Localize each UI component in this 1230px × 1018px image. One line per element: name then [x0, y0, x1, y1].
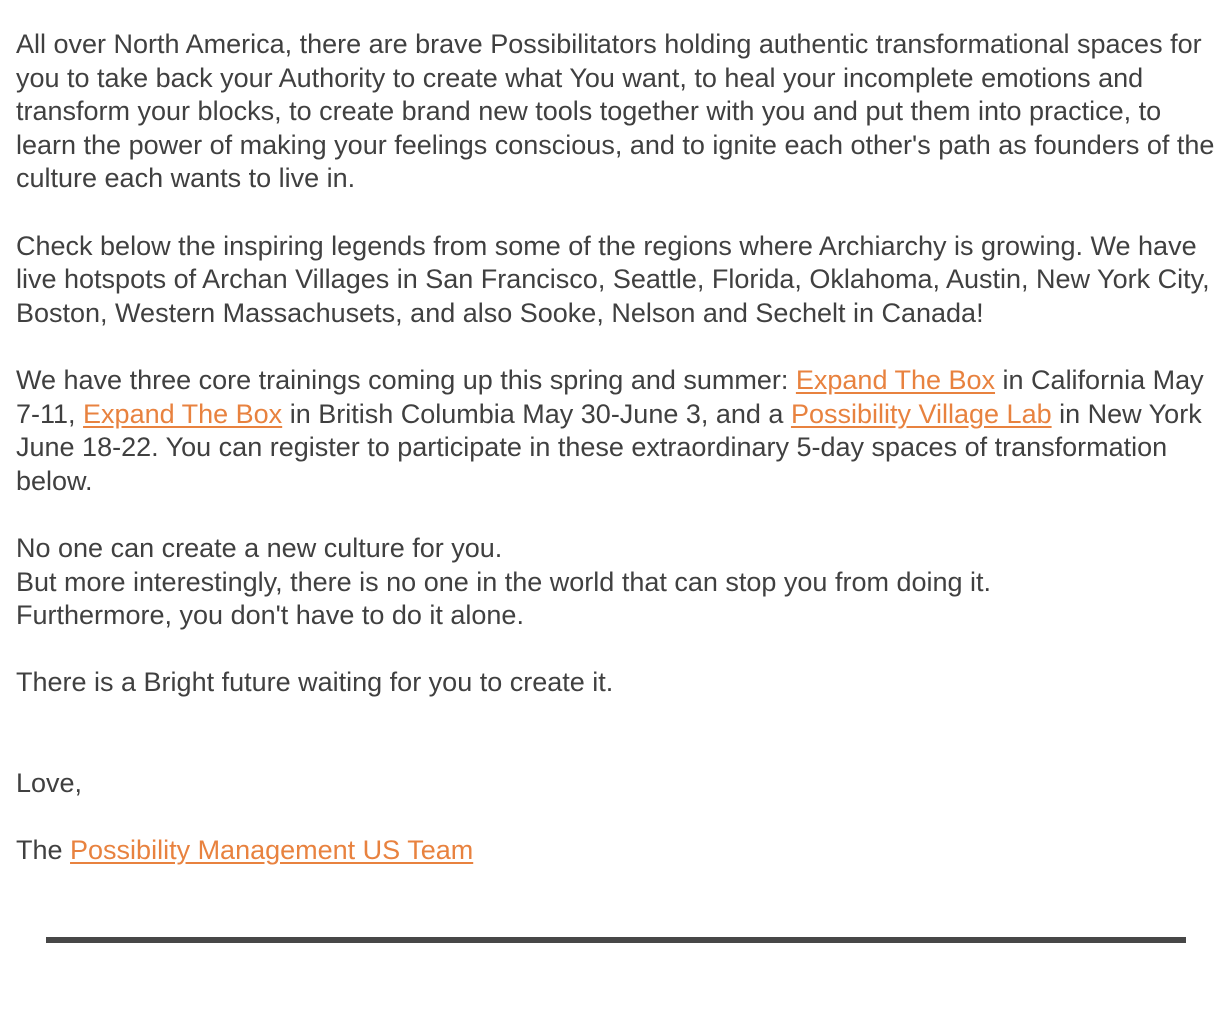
- trainings-text-2: in California May 7-11,: [16, 364, 1204, 429]
- spacer: [16, 700, 1216, 767]
- possibility-management-us-team-link[interactable]: Possibility Management US Team: [70, 835, 474, 866]
- intro-paragraph: All over North America, there are brave Possibilitators holding authentic transformational spaces for you to take back your Authority to create what You want, to heal your incomplete emotions and transform your blocks, to create brand new tools together with you and put them into practice, to learn the power of making your feelings conscious, and to ignite each other's path as founders of the culture each wants to live in.: [16, 29, 1215, 194]
- spacer: [16, 633, 1216, 667]
- spacer: [16, 330, 1216, 364]
- regions-paragraph: Check below the inspiring legends from some of the regions where Archiarchy is growing. We have live hotspots of Archan Villages in San Francisco, Seattle, Florida, Oklahoma, Austin, New York City, Boston, Western Massachusets, and also Sooke, Nelson and Sechelt in Canada!: [16, 230, 1210, 328]
- closing-line-3: Furthermore, you don't have to do it alone.: [16, 600, 524, 631]
- spacer: [16, 498, 1216, 532]
- trainings-text-1: We have three core trainings coming up this spring and summer:: [16, 364, 796, 395]
- trainings-text-3: in British Columbia May 30-June 3, and a: [282, 398, 791, 429]
- trainings-paragraph: [16, 364, 1216, 498]
- spacer: [16, 801, 1216, 835]
- closing-line-2: But more interestingly, there is no one in the world that can stop you from doing it.: [16, 566, 992, 597]
- signature-prefix: The: [16, 835, 71, 866]
- bright-future-line: There is a Bright future waiting for you to create it.: [16, 667, 614, 698]
- possibility-village-lab-link[interactable]: Possibility Village Lab: [790, 398, 1052, 429]
- closing-line-1: No one can create a new culture for you.: [16, 532, 503, 563]
- trainings-text-4: in New York June 18-22. You can register to participate in these extraordinary 5-day spaces of transformation below.: [16, 398, 1202, 496]
- signature: [16, 834, 1216, 868]
- expand-the-box-bc-link[interactable]: Expand The Box: [83, 398, 283, 429]
- email-body: [16, 28, 1216, 868]
- expand-the-box-california-link[interactable]: Expand The Box: [795, 364, 996, 395]
- signoff: Love,: [16, 768, 83, 799]
- footer-divider: [46, 937, 1186, 943]
- spacer: [16, 196, 1216, 230]
